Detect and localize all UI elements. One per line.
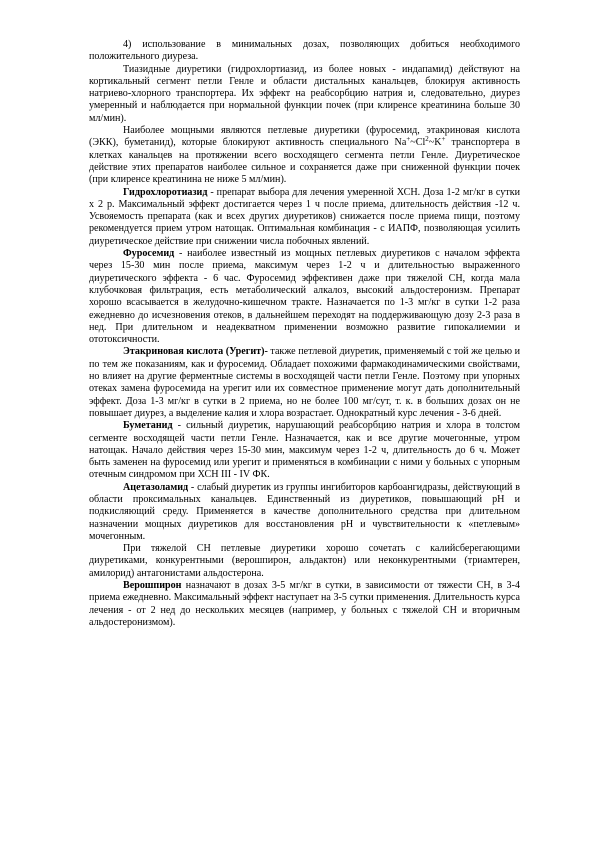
ion-charge-superscript: + [441, 135, 446, 144]
paragraph-6-lead: Этакриновая кислота (Урегит)- [123, 346, 268, 358]
paragraph-9-text: При тяжелой СН петлевые диуретики хорошо сочетать с калийсберегающими диуретиками, конкурентными (верошпирон, альдактон) или неконкурентными (триамтерен, амилорид) антагонистами альдостерона. [89, 543, 520, 579]
paragraph-7-text: - сильный диуретик, нарушающий реабсорбцию натрия и хлора в толстом сегменте восходящей части петли Генле. Назначается, как и все другие мочегонные, утром натощак. Начало действия через 15-30 мин, максимум через 1-2 ч, длительность до 6 ч. Может быть заменен на фуросемид или урегит и применяться в комбинации с ними у больных с упорным отечным синдромом при ХСН III - IV ФК. [89, 420, 520, 481]
paragraph-8-text: - слабый диуретик из группы ингибиторов карбоангидразы, действующий в области проксимальных канальцев. Единственный из диуретиков, повышающий рН и подкисляющий среду. Применяется в качестве дополнительного средства при длительном назначении мощных диуретиков для восстановления рН и чувствительности к «петлевым» мочегонным. [89, 481, 520, 542]
paragraph-8 [89, 482, 520, 543]
paragraph-4 [89, 187, 520, 248]
paragraph-1 [89, 39, 520, 64]
paragraph-10 [89, 580, 520, 629]
paragraph-5-text: - наиболее известный из мощных петлевых диуретиков с началом эффекта через 15-30 мин после приема, максимум через 1-2 ч и длительностью выраженного диуретического эффекта - 6 час. Фуросемид эффективен даже при тяжелой СН, когда мала клубочковая фильтрация, есть метаболический алкалоз, высокий альдостеронизм. Препарат хорошо всасывается в желудочно-кишечном тракте. Назначается по 1-3 мг/кг в сутки 1-2 раза ежедневно до исчезновения отеков, в дальнейшем переходят на поддерживающую дозу 2-3 раза в нед. При длительном и неадекватном применении возможно развитие гипокалиемии и ототоксичности. [89, 248, 520, 346]
paragraph-7-lead: Буметанид [123, 420, 173, 432]
paragraph-8-lead: Ацетазоламид [123, 481, 189, 493]
paragraph-7 [89, 420, 520, 481]
paragraph-5 [89, 248, 520, 346]
paragraph-10-text: назначают в дозах 3-5 мг/кг в сутки, в зависимости от тяжести СН, в 3-4 приема ежедневно. Максимальный эффект наступает на 3-5 сутки применения. Длительность курса лечения - от 2 нед до нескольких месяцев (например, у больных с тяжелой СН и вторичным альдостеронизмом). [89, 580, 520, 628]
paragraph-3 [89, 125, 520, 186]
paragraph-1-text: 4) использование в минимальных дозах, позволяющих добиться необходимого положительного диуреза. [89, 39, 520, 63]
ion-charge-superscript: 2 [425, 135, 429, 144]
paragraph-4-text: - препарат выбора для лечения умеренной ХСН. Доза 1-2 мг/кг в сутки х 2 р. Максимальный эффект достигается через 1 ч после приема, длительность действия -12 ч. Усвояемость препарата (как и всех других диуретиков) снижается после приема пищи, поэтому рекомендуется прием утром натощак. Оптимальная комбинация - с ИАПФ, позволяющая усилить диуретическое действие при снижении числа побочных явлений. [89, 186, 520, 247]
paragraph-6-text: также петлевой диуретик, применяемый с той же целью и по тем же показаниям, как и фуросемид. Обладает похожими фармакодинамическими свойствами, но влияет на другие ферментные системы в восходящей части петли Генле. Поэтому при упорных отеках замена фуросемида на урегит или их совместное применение могут дать дополнительный эффект. Доза 1-3 мг/кг в сутки в 2 приема, но не более 100 мг/сут, т. к. в больших дозах он не повышает диурез, а выделение калия и хлора возрастает. Однократный курс лечения - 3-6 дней. [89, 346, 520, 419]
paragraph-10-lead: Верошпирон [123, 580, 182, 592]
ion-charge-superscript: + [406, 135, 411, 144]
paragraph-4-lead: Гидрохлоротиазид [123, 186, 208, 198]
paragraph-9 [89, 543, 520, 580]
paragraph-6 [89, 346, 520, 420]
paragraph-2-text: Тиазидные диуретики (гидрохлортиазид, из более новых - индапамид) действуют на кортикальный сегмент петли Генле и области дистальных канальцев, блокируя активность натриево-хлорного транспортера. Их эффект на реабсорбцию натрия и, следовательно, диурез умеренный и наблюдается при нормальной функции почек (при клиренсе креатинина больше 30 мл/мин). [89, 63, 520, 124]
paragraph-3-text: Наиболее мощными являются петлевые диуретики (фуросемид, этакриновая кислота (ЭКК), буметанид), которые блокируют активность специального Na+~Cl$^2$~K+ транспортера в клетках канальцев на протяжении всего восходящего сегмента петли Генле. Диуретическое действие этих препаратов наиболее сильное и сохраняется даже при сниженной функции почек (при клиренсе креатинина не ниже 5 мл/мин). [89, 125, 520, 186]
document-page [89, 39, 520, 629]
paragraph-2 [89, 64, 520, 125]
paragraph-5-lead: Фуросемид [123, 248, 175, 260]
